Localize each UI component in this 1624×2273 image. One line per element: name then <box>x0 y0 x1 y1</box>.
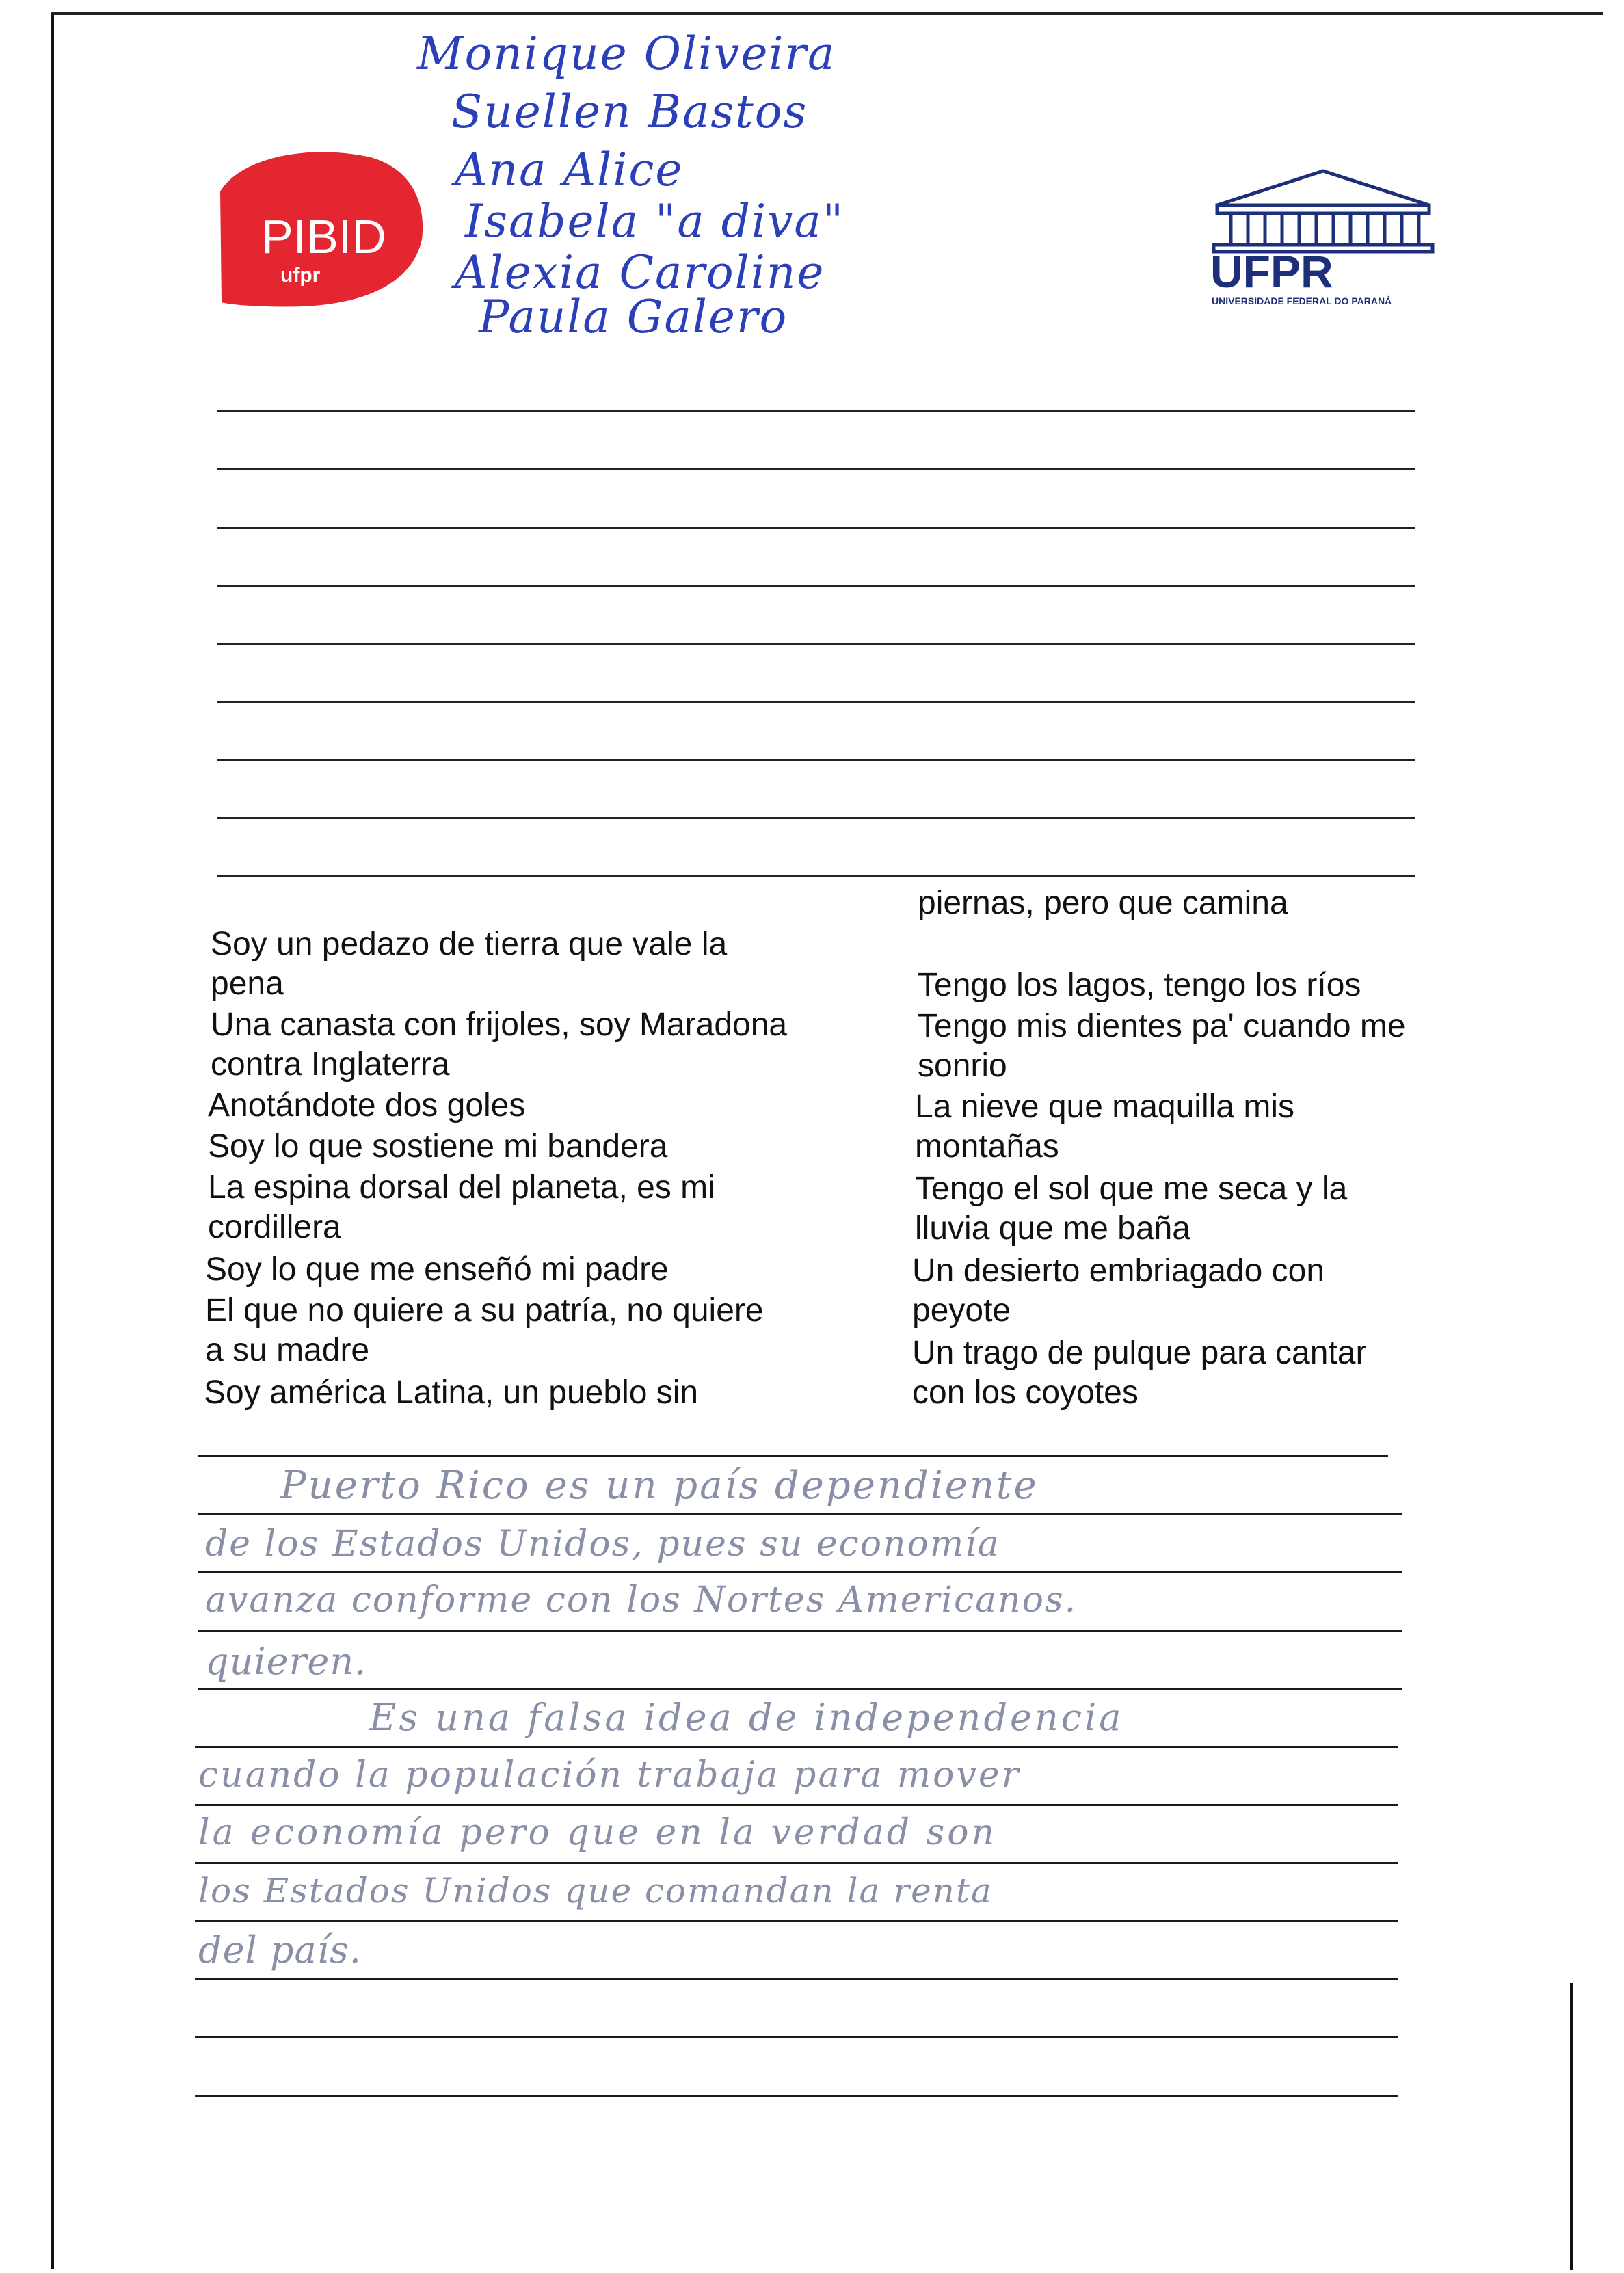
ruled-line <box>217 875 1415 877</box>
ruled-line <box>217 701 1415 703</box>
answer-line: Es una falsa idea de independencia <box>369 1696 1124 1739</box>
poem-line: La espina dorsal del planeta, es mi <box>208 1169 715 1206</box>
ruled-line <box>195 1804 1398 1806</box>
poem-line: Soy américa Latina, un pueblo sin <box>204 1374 699 1411</box>
answer-line: del país. <box>198 1928 362 1971</box>
poem-line: contra Inglaterra <box>211 1046 450 1082</box>
ruled-line <box>198 1455 1388 1457</box>
poem-line: Tengo mis dientes pa' cuando me <box>918 1008 1406 1044</box>
student-name: Monique Oliveira <box>417 27 836 80</box>
page-border-right <box>1570 1983 1573 2270</box>
ruled-line <box>217 643 1415 645</box>
ruled-line <box>198 1513 1402 1515</box>
pibid-logo-text: PIBID <box>261 210 386 263</box>
ruled-line <box>195 1746 1398 1748</box>
student-name: Ana Alice <box>455 144 684 196</box>
ruled-line <box>217 527 1415 529</box>
poem-line: Soy un pedazo de tierra que vale la <box>211 926 728 962</box>
student-name: Paula Galero <box>479 291 788 343</box>
ruled-line <box>217 410 1415 412</box>
ufpr-building-icon <box>1214 171 1433 252</box>
answer-line: de los Estados Unidos, pues su economía <box>205 1524 1000 1565</box>
poem-line: con los coyotes <box>912 1374 1139 1411</box>
poem-line: El que no quiere a su patría, no quiere <box>205 1292 764 1329</box>
poem-line: Una canasta con frijoles, soy Maradona <box>211 1007 788 1043</box>
poem-line: montañas <box>915 1128 1059 1165</box>
poem-line: cordillera <box>208 1209 341 1245</box>
ruled-line <box>195 1862 1398 1864</box>
poem-line: sonrio <box>918 1048 1007 1084</box>
poem-line: a su madre <box>205 1332 370 1368</box>
poem-line: Soy lo que me enseñó mi padre <box>205 1251 669 1288</box>
poem-line: Soy lo que sostiene mi bandera <box>208 1128 668 1165</box>
ufpr-logo <box>1210 164 1436 308</box>
pibid-logo <box>220 150 425 308</box>
ruled-line <box>195 2036 1398 2038</box>
ruled-line <box>217 759 1415 761</box>
student-name: Suellen Bastos <box>451 85 808 138</box>
answer-line: la economía pero que en la verdad son <box>198 1812 998 1853</box>
poem-line: lluvia que me baña <box>915 1210 1190 1247</box>
ruled-line <box>198 1571 1402 1573</box>
poem-line: peyote <box>912 1292 1011 1329</box>
poem-line: La nieve que maquilla mis <box>915 1089 1294 1125</box>
pibid-logo-subtext: ufpr <box>280 264 321 287</box>
ufpr-logo-subtext: UNIVERSIDADE FEDERAL DO PARANÁ <box>1212 295 1392 306</box>
answer-line: quieren. <box>205 1640 367 1683</box>
poem-line: Tengo el sol que me seca y la <box>915 1171 1348 1207</box>
answer-line: avanza conforme con los Nortes Americanos. <box>205 1580 1078 1621</box>
ruled-line <box>198 1688 1402 1690</box>
poem-line: Anotándote dos goles <box>208 1087 526 1124</box>
ruled-line <box>217 585 1415 587</box>
ruled-line <box>198 1630 1402 1632</box>
ruled-line <box>195 1978 1398 1980</box>
poem-line: pena <box>211 966 284 1002</box>
answer-line: cuando la populación trabaja para mover <box>198 1755 1021 1796</box>
ruled-line <box>195 1920 1398 1922</box>
ruled-line <box>217 817 1415 819</box>
ruled-line <box>217 468 1415 470</box>
answer-line: Puerto Rico es un país dependiente <box>280 1463 1039 1508</box>
student-name: Alexia Caroline <box>455 246 825 299</box>
ufpr-logo-text: UFPR <box>1210 246 1333 297</box>
poem-line: Un trago de pulque para cantar <box>912 1335 1367 1371</box>
ruled-line <box>195 2095 1398 2097</box>
student-name: Isabela "a diva" <box>465 195 845 248</box>
poem-line: Tengo los lagos, tengo los ríos <box>918 967 1361 1003</box>
poem-line: Un desierto embriagado con <box>912 1253 1325 1289</box>
poem-line: piernas, pero que camina <box>918 885 1288 921</box>
answer-line: los Estados Unidos que comandan la renta <box>198 1871 993 1911</box>
